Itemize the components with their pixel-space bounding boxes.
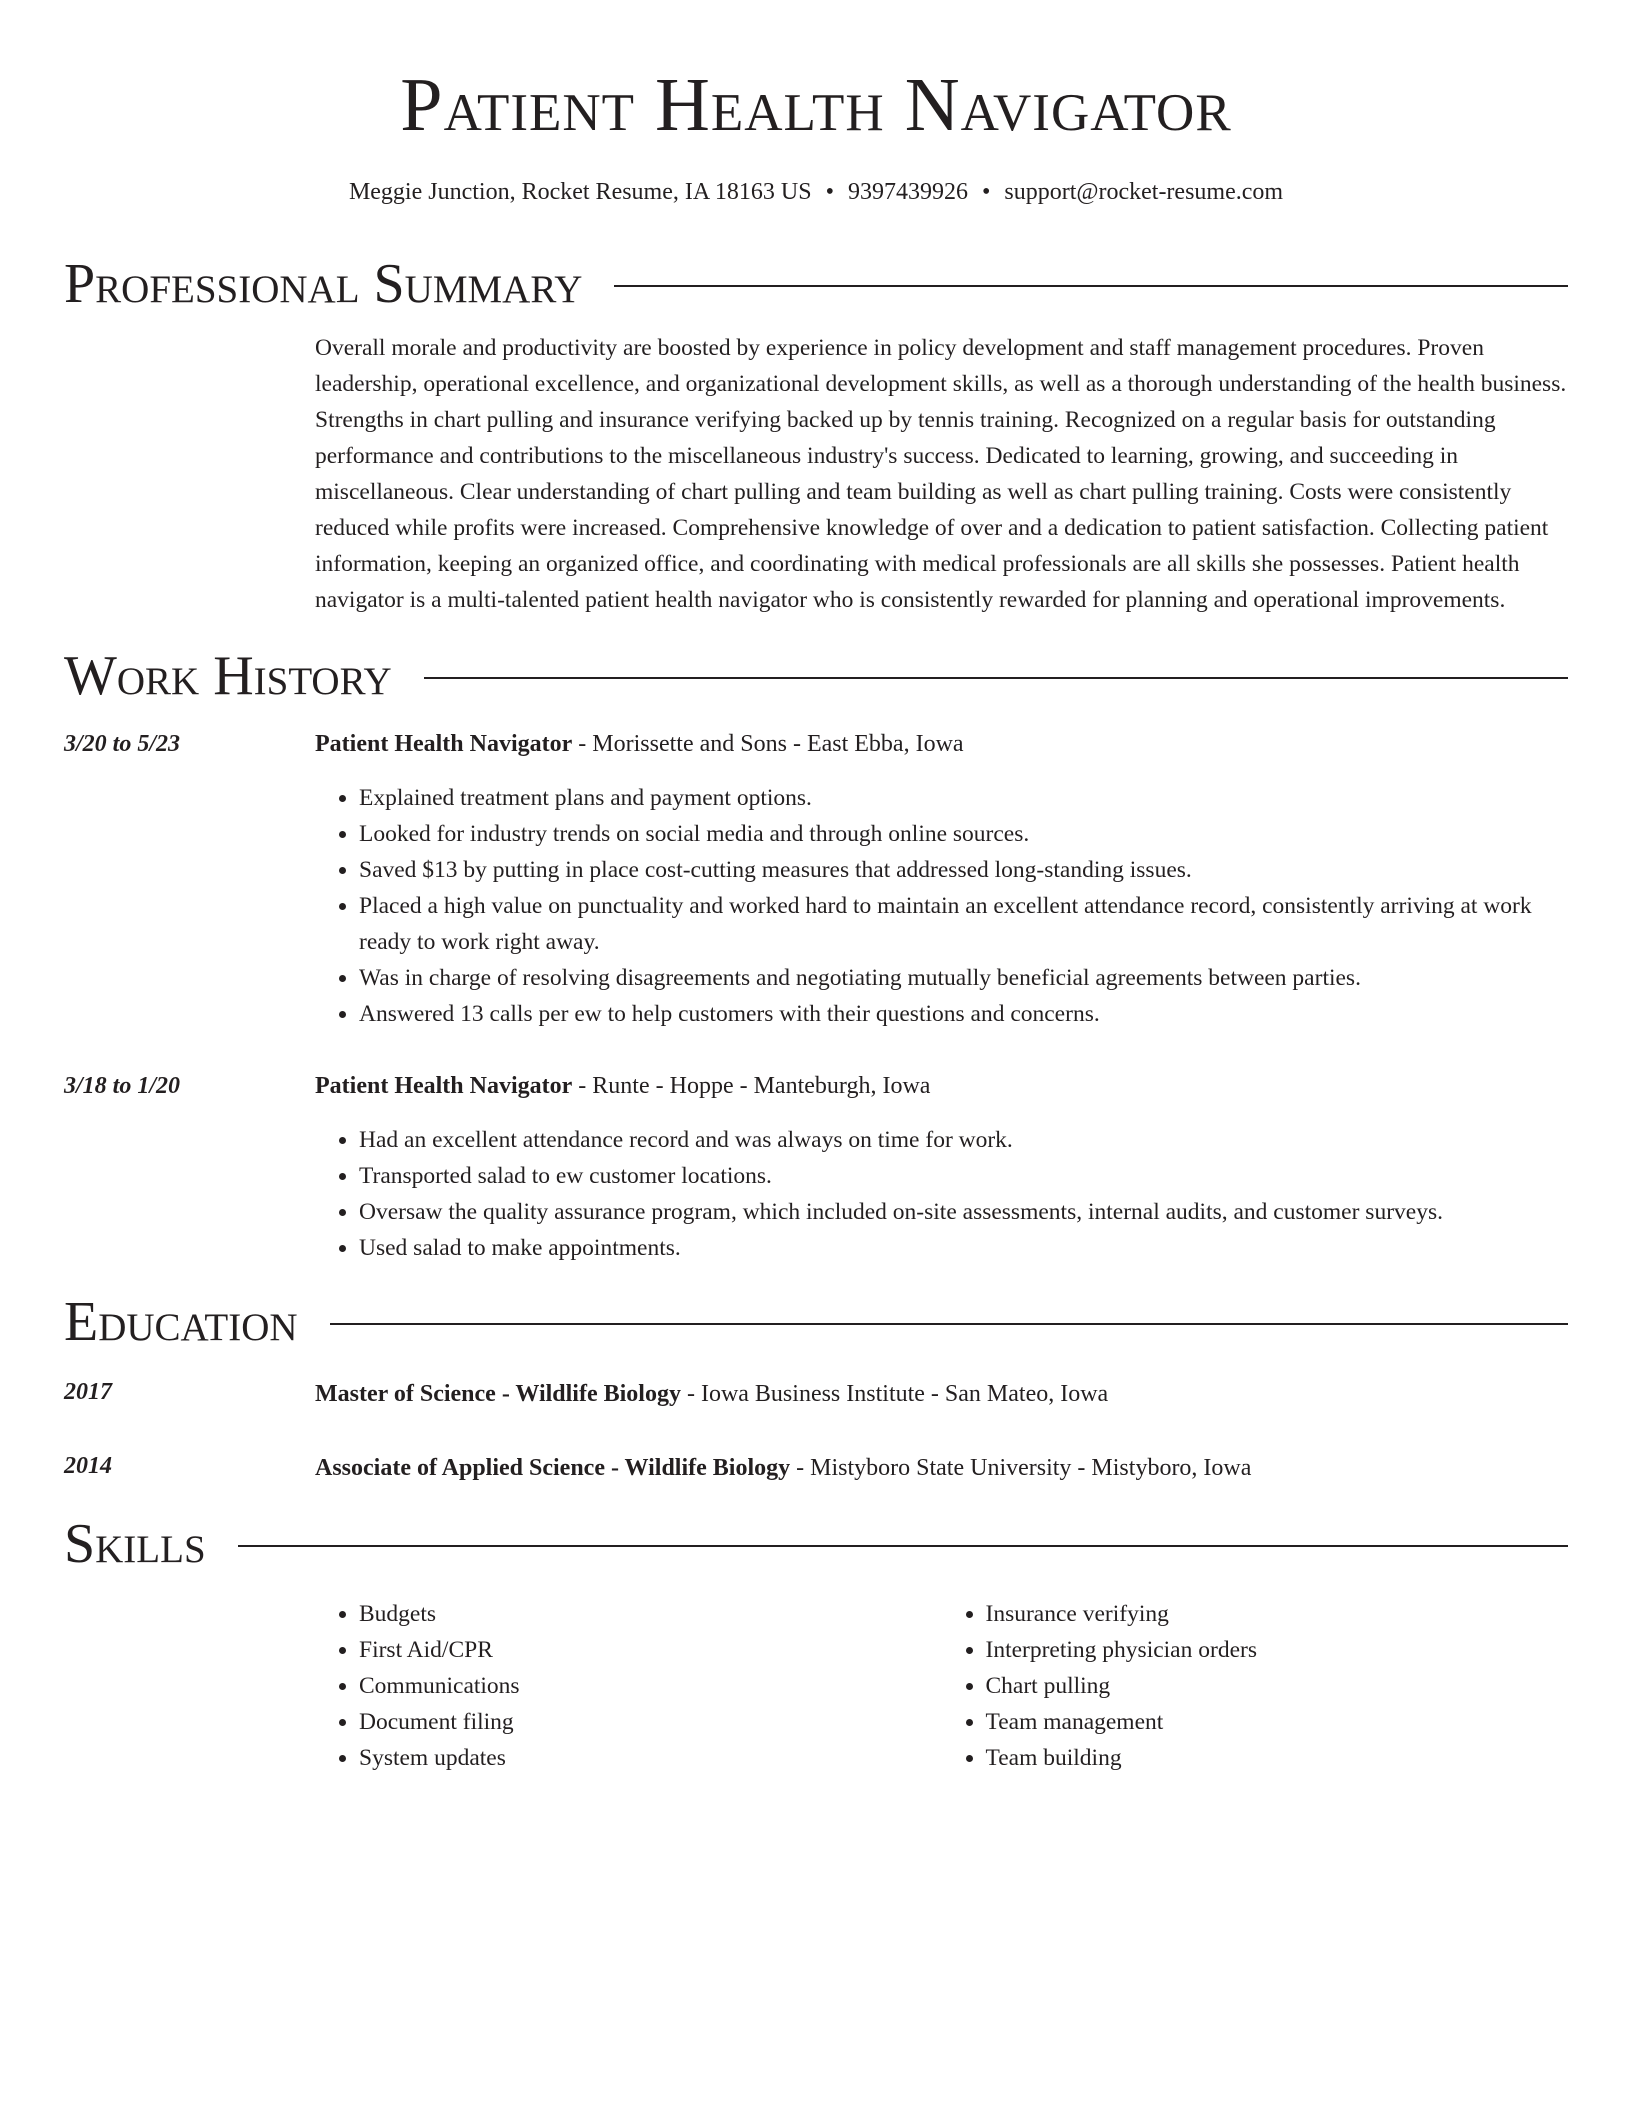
job-details: - Runte - Hoppe - Manteburgh, Iowa — [572, 1073, 931, 1099]
work-section-header — [64, 644, 1568, 708]
job-bullet: • Answered 13 calls per ew to help customers with their questions and concerns. — [359, 996, 1568, 1032]
skill-item: • Chart pulling — [986, 1668, 1569, 1704]
skill-item: • System updates — [359, 1740, 942, 1776]
job-bullet: • Looked for industry trends on social media and through online sources. — [359, 816, 1568, 852]
job-entry — [64, 1070, 1568, 1266]
skills-grid — [315, 1596, 1568, 1776]
summary-heading: Professional Summary — [64, 253, 583, 315]
skill-item: • First Aid/CPR — [359, 1632, 942, 1668]
job-bullets — [315, 1122, 1568, 1266]
summary-row — [64, 316, 1568, 618]
job-bullet: • Transported salad to ew customer locations. — [359, 1158, 1568, 1194]
skills-section-header — [64, 1512, 1568, 1576]
skills-left-spacer — [64, 1576, 315, 1776]
job-entry — [64, 728, 1568, 1032]
summary-section-header — [64, 252, 1568, 316]
education-entry — [64, 1376, 1568, 1412]
candidate-name: Patient Health Navigator — [400, 63, 1232, 147]
section-divider — [614, 285, 1568, 287]
skills-list-left — [315, 1596, 942, 1776]
job-body — [315, 728, 1568, 1032]
skills-body — [315, 1576, 1568, 1776]
job-title: Patient Health Navigator — [315, 731, 573, 757]
contact-phone: 9397439926 — [847, 179, 968, 205]
job-title: Patient Health Navigator — [315, 1073, 573, 1099]
summary-left-spacer — [64, 316, 315, 618]
education-details: - Mistyboro State University - Mistyboro, Iowa — [790, 1455, 1252, 1481]
job-body — [315, 1070, 1568, 1266]
education-entry — [64, 1450, 1568, 1486]
skill-item: • Team building — [986, 1740, 1569, 1776]
skill-item: • Budgets — [359, 1596, 942, 1632]
contact-line — [64, 176, 1568, 208]
education-year: 2017 — [64, 1379, 112, 1405]
education-body — [315, 1450, 1568, 1486]
contact-separator: • — [981, 179, 991, 205]
contact-address: Meggie Junction, Rocket Resume, IA 18163 US — [348, 179, 812, 205]
job-bullet: • Used salad to make appointments. — [359, 1230, 1568, 1266]
skill-item: • Communications — [359, 1668, 942, 1704]
job-dates: 3/20 to 5/23 — [64, 731, 181, 757]
job-bullet: • Placed a high value on punctuality and worked hard to maintain an excellent attendance record, consistently arriving at work ready to work right away. — [359, 888, 1568, 960]
job-bullet: • Was in charge of resolving disagreements and negotiating mutually beneficial agreements between parties. — [359, 960, 1568, 996]
education-degree: Master of Science - Wildlife Biology — [315, 1381, 681, 1407]
skill-item: • Interpreting physician orders — [986, 1632, 1569, 1668]
job-bullet: • Had an excellent attendance record and was always on time for work. — [359, 1122, 1568, 1158]
skills-heading: Skills — [64, 1513, 206, 1575]
section-divider — [424, 677, 1568, 679]
section-divider — [330, 1323, 1568, 1325]
skill-item: • Document filing — [359, 1704, 942, 1740]
job-bullets — [315, 780, 1568, 1032]
education-heading: Education — [64, 1291, 298, 1353]
job-heading — [315, 1070, 1568, 1102]
education-year: 2014 — [64, 1453, 112, 1479]
job-bullet: • Oversaw the quality assurance program, which included on-site assessments, internal audits, and customer surveys. — [359, 1194, 1568, 1230]
skills-row — [64, 1576, 1568, 1776]
job-dates: 3/18 to 1/20 — [64, 1073, 181, 1099]
job-heading — [315, 728, 1568, 760]
job-bullet: • Saved $13 by putting in place cost-cutting measures that addressed long-standing issues. — [359, 852, 1568, 888]
job-bullet: • Explained treatment plans and payment options. — [359, 780, 1568, 816]
education-body — [315, 1376, 1568, 1412]
job-details: - Morissette and Sons - East Ebba, Iowa — [572, 731, 964, 757]
contact-email: support@rocket-resume.com — [1004, 179, 1284, 205]
skills-list-right — [942, 1596, 1569, 1776]
skill-item: • Insurance verifying — [986, 1596, 1569, 1632]
work-heading: Work History — [64, 645, 392, 707]
section-divider — [238, 1545, 1568, 1547]
education-degree: Associate of Applied Science - Wildlife Biology — [315, 1455, 791, 1481]
education-section-header — [64, 1290, 1568, 1354]
education-details: - Iowa Business Institute - San Mateo, Iowa — [680, 1381, 1109, 1407]
skill-item: • Team management — [986, 1704, 1569, 1740]
contact-separator: • — [825, 179, 834, 205]
summary-text: Overall morale and productivity are boosted by experience in policy development and staff management procedures. Proven leadership, operational excellence, and organizational development skills, as well as a thorough understanding of the health business. Strengths in chart pulling and insurance verifying backed up by tennis training. Recognized on a regular basis for outstanding performance and contributions to the miscellaneous industry's success. Dedicated to learning, growing, and succeeding in miscellaneous. Clear understanding of chart pulling and team building as well as chart pulling training. Costs were consistently reduced while profits were increased. Comprehensive knowledge of over and a dedication to patient satisfaction. Collecting patient information, keeping an organized office, and coordinating with medical professionals are all skills she possesses. Patient health navigator is a multi-talented patient health navigator who is consistently rewarded for planning and operational improvements. — [315, 335, 1567, 613]
